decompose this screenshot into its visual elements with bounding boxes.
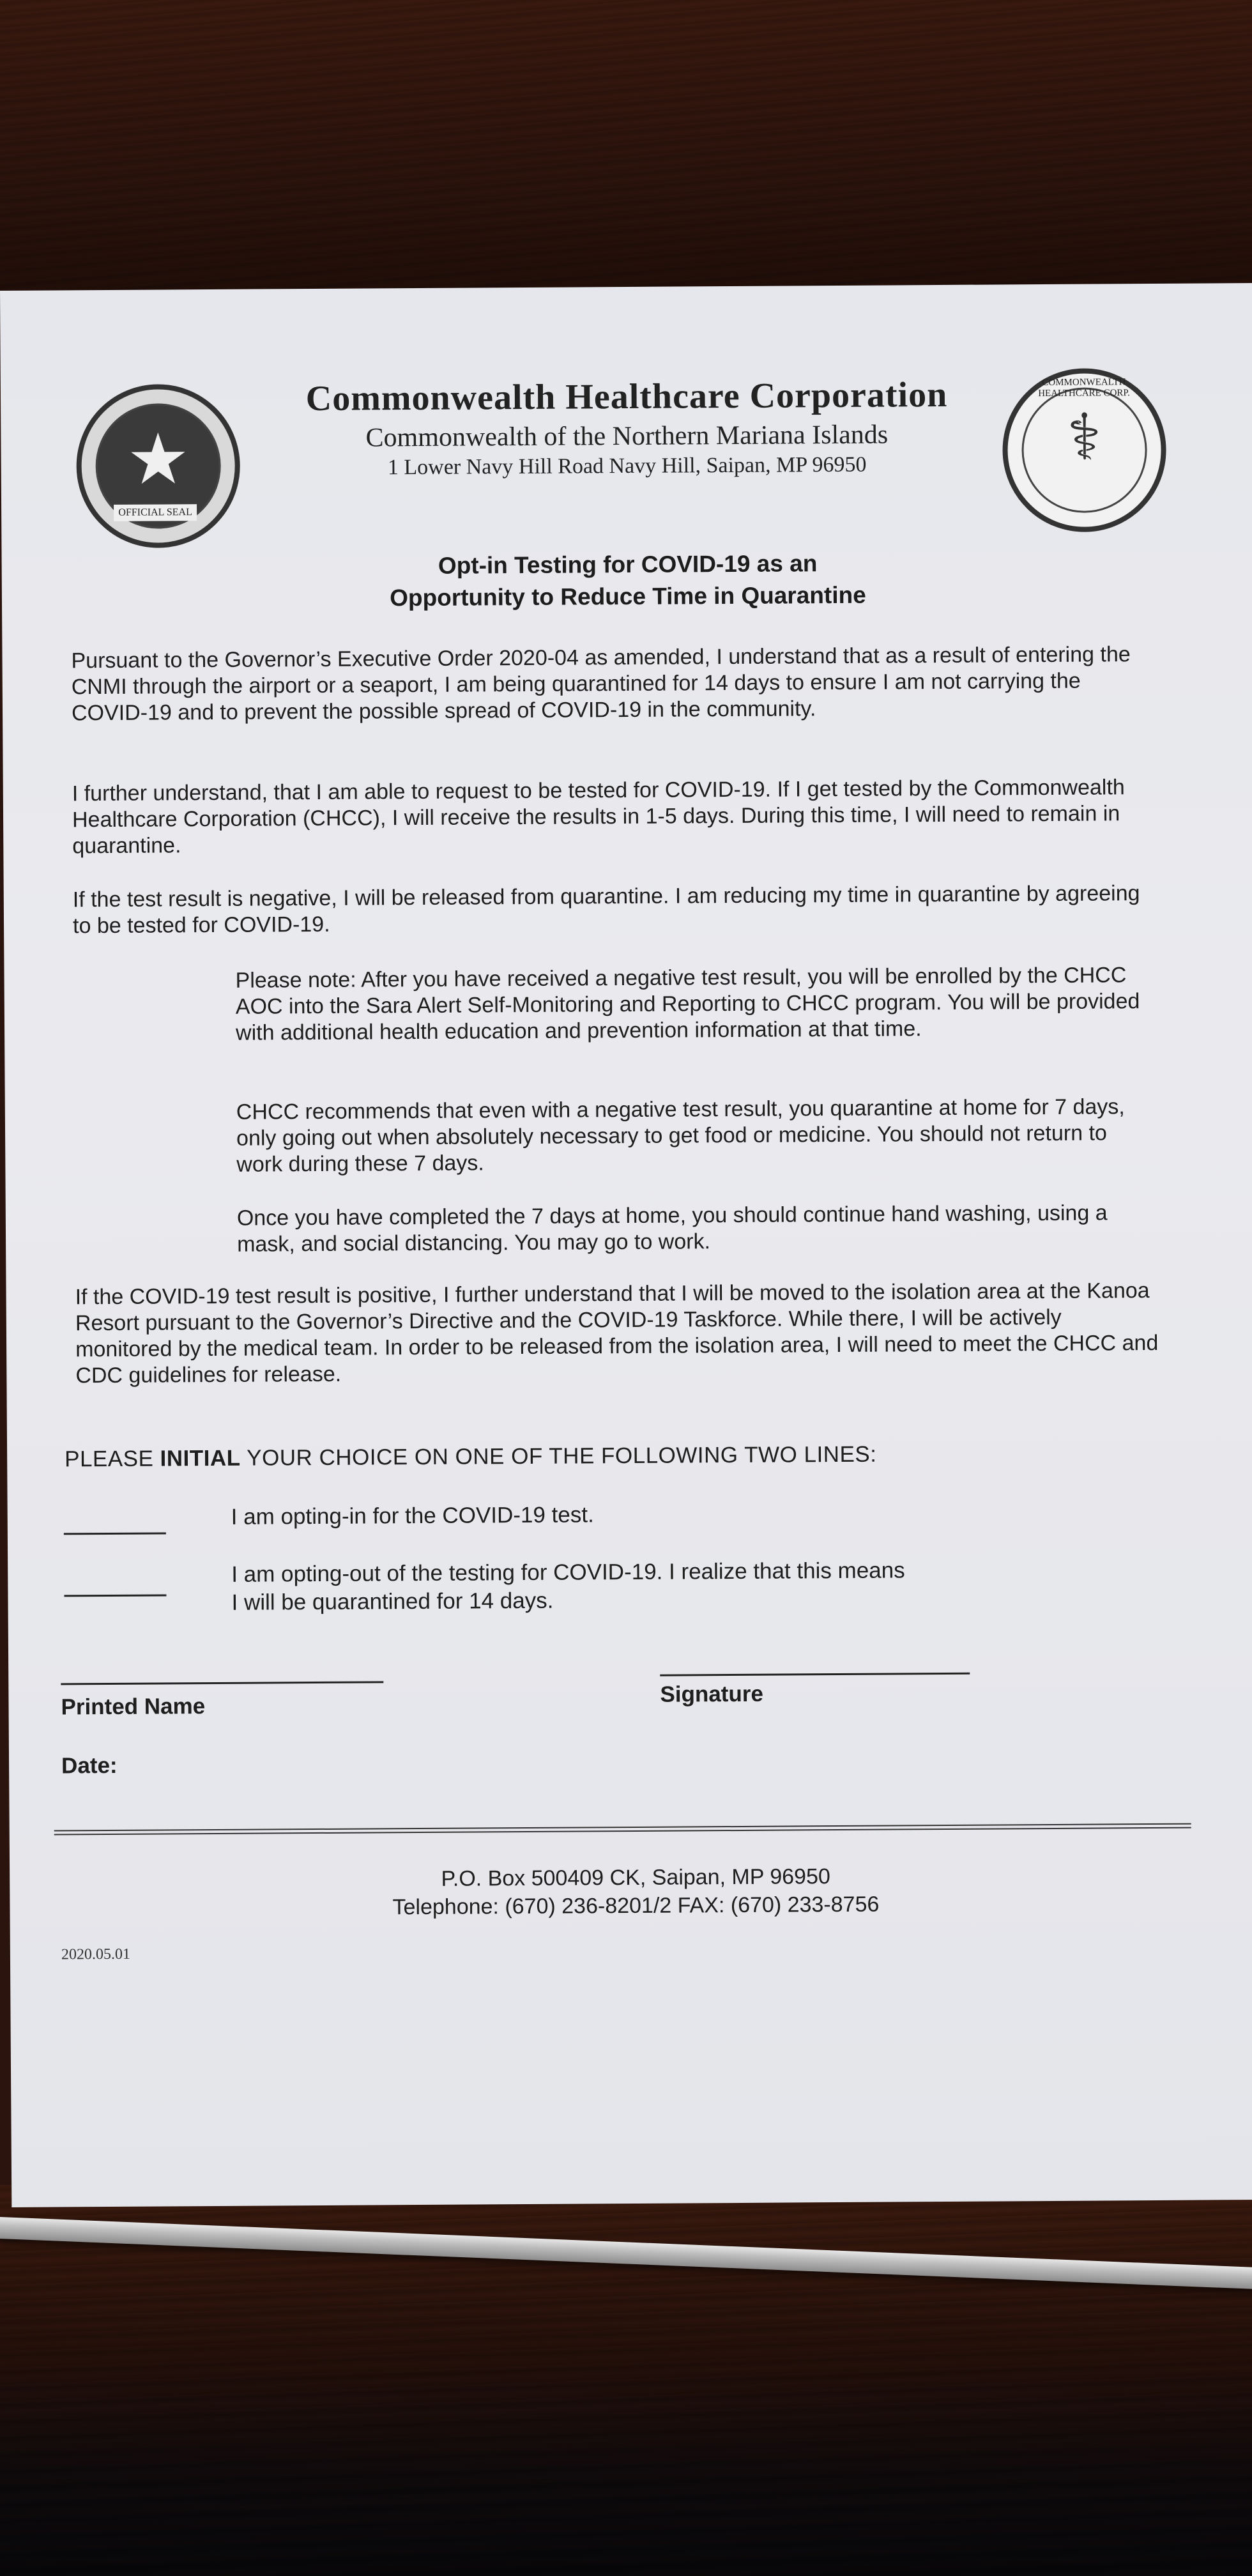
note-sara-alert: Please note: After you have received a negative test result, you will be enrolled by the CHCC AOC into the Sara Alert Self-Monitoring and Reporting to CHCC program. You will be provided with additional health education and prevention information at that time. xyxy=(235,963,1140,1045)
note-after-quarantine: Once you have completed the 7 days at home, you should continue hand washing, using a mask, and social distancing. You may go to work. xyxy=(236,1200,1108,1257)
footer-po-box: P.O. Box 500409 CK, Saipan, MP 96950 xyxy=(441,1864,830,1891)
opt-out-choice-line-1: I am opting-out of the testing for COVID-19. I realize that this means xyxy=(231,1558,905,1587)
signature-line[interactable] xyxy=(660,1673,970,1676)
chcc-seal-icon: COMMONWEALTH HEALTHCARE CORP. ⚕ xyxy=(1002,368,1167,533)
paragraph-testing-request: I further understand, that I am able to request to be tested for COVID-19. If I get tested by the Commonwealth Healthcare Corporation (CHCC), I will receive the results in 1-5 days. During this time, I will need to remain in quarantine. xyxy=(72,775,1125,859)
note-home-quarantine: CHCC recommends that even with a negative test result, you quarantine at home for 7 days, only going out when absolutely necessary to get food or medicine. You should not return to work during these 7 days. xyxy=(236,1094,1125,1177)
printed-name-label: Printed Name xyxy=(61,1694,206,1720)
form-revision-date: 2020.05.01 xyxy=(61,1945,130,1963)
opt-out-initial-line[interactable] xyxy=(64,1594,166,1597)
initial-instructions: PLEASE INITIAL YOUR CHOICE ON ONE OF THE FOLLOWING TWO LINES: xyxy=(65,1441,877,1472)
footer-phone-fax: Telephone: (670) 236-8201/2 FAX: (670) 233-8756 xyxy=(392,1892,880,1920)
opt-in-choice-text: I am opting-in for the COVID-19 test. xyxy=(231,1502,594,1529)
organization-address: 1 Lower Navy Hill Road Navy Hill, Saipan, MP 96950 xyxy=(387,452,867,480)
signature-label: Signature xyxy=(660,1681,763,1707)
organization-name: Commonwealth Healthcare Corporation xyxy=(305,374,948,419)
cnmi-seal-icon: ★ OFFICIAL SEAL xyxy=(76,384,241,549)
date-label: Date: xyxy=(61,1752,118,1779)
form-title-line-2: Opportunity to Reduce Time in Quarantine xyxy=(390,581,866,611)
paragraph-positive-result: If the COVID-19 test result is positive, I further understand that I will be moved to the isolation area at the Kanoa Resort pursuant to the Governor’s Directive and the COVID-19 Taskforce. While there, I will be actively monitored by the medical team. In order to be released from the isolation area, I will need to meet the CHCC and CDC guidelines for release. xyxy=(75,1278,1159,1388)
wood-table-top xyxy=(0,0,1252,319)
paragraph-executive-order: Pursuant to the Governor’s Executive Order 2020-04 as amended, I understand that as a result of entering the CNMI through the airport or a seaport, I am being quarantined for 14 days to ensure I am not carrying the COVID-19 and to prevent the possible spread of COVID-19 in the community. xyxy=(71,642,1131,726)
opt-out-choice-line-2: I will be quarantined for 14 days. xyxy=(231,1588,554,1615)
opt-in-initial-line[interactable] xyxy=(64,1532,166,1535)
printed-name-line[interactable] xyxy=(61,1681,383,1685)
organization-subtitle: Commonwealth of the Northern Mariana Islands xyxy=(365,420,889,453)
document-page xyxy=(0,283,1252,2207)
paragraph-negative-result: If the test result is negative, I will be released from quarantine. I am reducing my time in quarantine by agreeing to be tested for COVID-19. xyxy=(72,881,1140,939)
form-title-line-1: Opt-in Testing for COVID-19 as an xyxy=(438,550,818,579)
footer-divider xyxy=(54,1823,1191,1836)
